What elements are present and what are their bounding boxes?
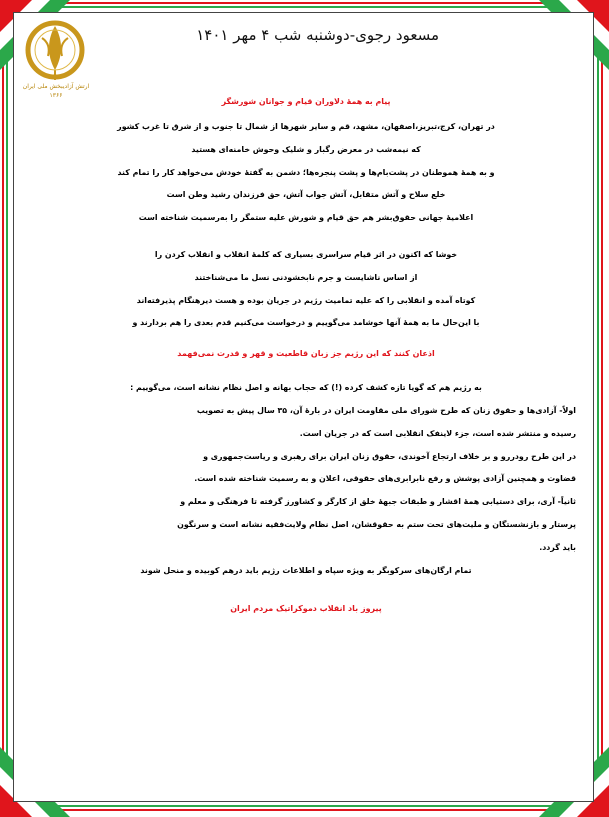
paragraph-3 xyxy=(20,377,592,559)
footer-slogan: پیروز باد انقلاب دموکراتیک مردم ایران xyxy=(230,604,382,614)
text-line: اولاً- آزادی‌ها و حقوق زنان که طرح شورای ملی مقاومت ایران در بارهٔ آن، ۳۵ سال پیش به تصویب xyxy=(196,405,576,415)
text-line: باید گردد. xyxy=(539,542,576,552)
author-date-line: مسعود رجوی-دوشنبه شب ۴ مهر ۱۴۰۱ xyxy=(196,26,439,44)
text-line: به رژیم هم که گویا تازه کشف کرده (!) که حجاب بهانه و اصل نظام نشانه است، می‌گوییم : xyxy=(130,383,482,393)
text-line: پرستار و بازنشستگان و ملیت‌های تحت ستم به حقوقشان، اصل نظام ولایت‌فقیه نشانه است و سرنگون xyxy=(177,519,576,529)
text-line: در تهران، کرج،تبریز،اصفهان، مشهد، قم و سایر شهرها از شمال تا جنوب و از شرق تا غرب کشور xyxy=(117,122,495,131)
text-line: از اساس ناشایست و جرم نابخشودنی نسل ما می‌شناختند xyxy=(194,272,418,282)
text-line: اعلامیهٔ جهانی حقوق‌بشر هم حق قیام و شورش علیه ستمگر را به‌رسمیت شناخته است xyxy=(138,213,474,223)
text-line: در این طرح رودررو و بر خلاف ارتجاع آخوندی، حقوق زنان ایران برای رهبری و ریاست‌جمهوری و xyxy=(203,451,576,461)
paragraph-1 xyxy=(20,116,592,230)
text-line: خوشا که اکنون در اثر قیام سراسری بسیاری که کلمهٔ انقلاب و انقلاب کردن را xyxy=(154,249,458,259)
message-title: پیام به همهٔ دلاوران قیام و جوانان شورشگر xyxy=(221,97,391,106)
text-line: ثانیاً- آری، برای دستیابی همهٔ اقشار و طبقات جبههٔ خلق از کارگر و کشاورز گرفته تا فرهنگی و معلم و xyxy=(180,497,576,507)
text-line: با این‌حال ما به همهٔ آنها خوشامد می‌گوییم و درخواست می‌کنیم قدم بعدی را هم بردارند و xyxy=(132,318,480,328)
text-line: قضاوت و همچنین آزادی پوشش و رفع نابرابری‌های حقوقی، اعلان و به رسمیت شناخته شده است. xyxy=(194,474,576,484)
text-line: رسیده و منتشر شده است، جزء لاینفک انقلابی است که در جریان است. xyxy=(299,428,576,438)
closing-line: تمام ارگان‌های سرکوبگر به ویژه سپاه و اطلاعات رژیم باید درهم کوبیده و منحل شوند xyxy=(140,565,472,575)
text-line: و به همهٔ هموطنان در پشت‌بام‌ها و پشت پنجره‌ها؛ دشمن به گفتهٔ خودش می‌خواهد کار را تمام کند xyxy=(117,167,495,177)
paragraph-2 xyxy=(20,244,592,335)
message-body xyxy=(20,88,592,624)
logo-year: ۱۳۶۶ xyxy=(49,92,63,99)
text-line: خلع سلاح و آتش متقابل، آتش جواب آتش، حق فرزندان رشید وطن است xyxy=(166,190,446,200)
logo-caption: ارتش آزادیبخش ملی ایران xyxy=(22,83,90,90)
highlight-statement: اذعان کنند که این رژیم جز زبان قاطعیت و قهر و قدرت نمی‌فهمد xyxy=(177,349,435,359)
text-line: که نیمه‌شب در معرض رگبار و شلیک وحوش خامنه‌ای هستید xyxy=(191,144,421,154)
text-line: کوتاه آمده و انقلابی را که علیه تمامیت رژیم در جریان بوده و هست دیرهنگام پذیرفته‌اند xyxy=(136,295,476,305)
nla-logo-icon xyxy=(22,18,88,90)
